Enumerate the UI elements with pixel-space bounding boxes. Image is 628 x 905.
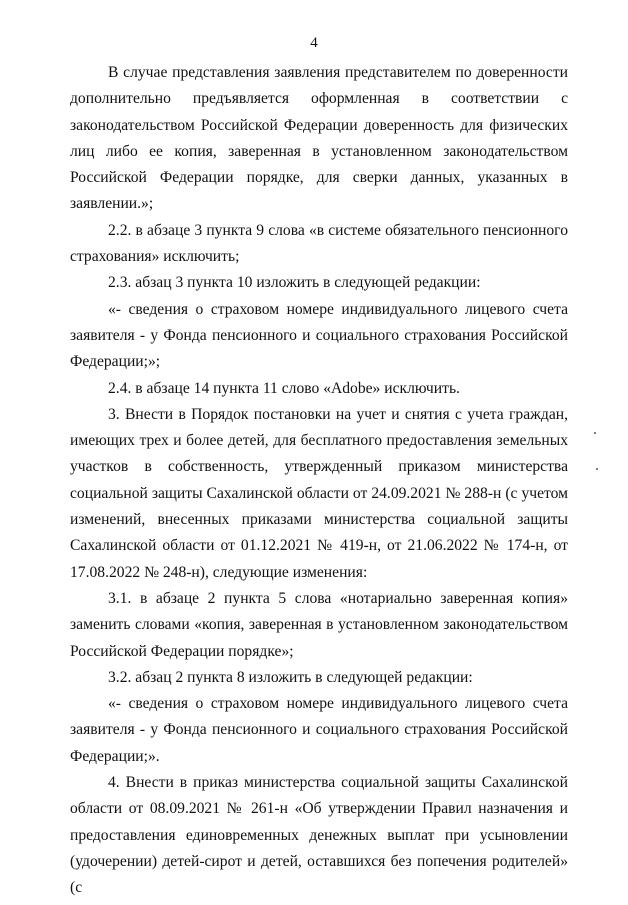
paragraph-3: 3. Внести в Порядок постановки на учет и снятия с учета граждан, имеющих трех и более детей, для бесплатного предоставления земельных участков в собственность, утвержденный приказом министерства социальной защиты Сахалинской области от 24.09.2021 № 288-н (с учетом изменений, внесенных приказами министерства социальной защиты Сахалинской области от 01.12.2021 № 419-н, от 21.06.2022 № 174-н, от 17.08.2022 № 248-н), следующие изменения: xyxy=(70,405,568,581)
document-body xyxy=(70,60,568,902)
paragraph-representative-power-of-attorney: В случае представления заявления представителем по доверенности дополнительно предъявляется оформленная в соответствии с законодательством Российской Федерации доверенность для физических лиц либо ее копия, заверенная в установленном законодательством Российской Федерации порядке, для сверки данных, указанных в заявлении.»; xyxy=(70,64,568,213)
paragraph-2-4: 2.4. в абзаце 14 пункта 11 слово «Adobe» исключить. xyxy=(108,379,460,397)
paragraph-3-2-quote: «- сведения о страховом номере индивидуального лицевого счета заявителя - у Фонда пенсионного и социального страхования Российской Федерации;». xyxy=(70,695,568,765)
scan-speck xyxy=(596,468,598,470)
paragraph-3-1: 3.1. в абзаце 2 пункта 5 слова «нотариально заверенная копия» заменить словами «копия, заверенная в установленном законодательством Российской Федерации порядке»; xyxy=(70,589,568,660)
paragraph-2-3: 2.3. абзац 3 пункта 10 изложить в следующей редакции: xyxy=(108,274,481,292)
paragraph-2-2: 2.2. в абзаце 3 пункта 9 слова «в системе обязательного пенсионного страхования» исключить; xyxy=(70,221,568,266)
page-number: 4 xyxy=(310,35,318,51)
paragraph-4: 4. Внести в приказ министерства социальной защиты Сахалинской области от 08.09.2021 № 261-н «Об утверждении Правил назначения и предоставления единовременных денежных выплат при усыновлении (удочерении) детей-сирот и детей, оставшихся без попечения родителей» (с xyxy=(70,774,568,897)
paragraph-3-2: 3.2. абзац 2 пункта 8 изложить в следующей редакции: xyxy=(108,668,473,686)
scan-speck xyxy=(594,432,596,434)
paragraph-2-3-quote: «- сведения о страховом номере индивидуального лицевого счета заявителя - у Фонда пенсионного и социального страхования Российской Федерации;»; xyxy=(70,300,568,371)
